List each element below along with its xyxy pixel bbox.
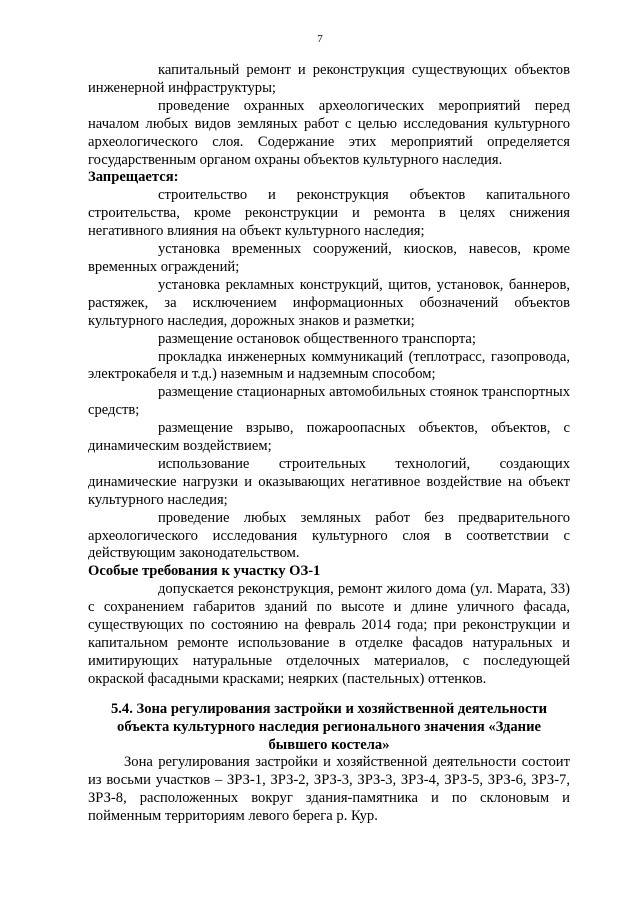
heading-prohibited: Запрещается: bbox=[88, 169, 179, 186]
paragraph-prohibited-temporary-structures: установка временных сооружений, киосков, навесов, кроме временных ограждений; bbox=[88, 241, 570, 275]
paragraph-reconstruction-allowed: допускается реконструкция, ремонт жилого дома (ул. Марата, 33) с сохранением габаритов зданий по высоте и длине уличного фасада, существующих по состоянию на февраль 2014 года; при реконструкции и капитальном ремонте использование в отделке фасадов натуральных и имитирующих натуральные отделочных материалов, с последующей окраской фасадными красками; неярких (пастельных) оттенков. bbox=[88, 581, 570, 687]
paragraph-capital-repair: капитальный ремонт и реконструкция существующих объектов инженерной инфраструктуры; bbox=[88, 62, 570, 96]
paragraph-prohibited-earthworks: проведение любых земляных работ без предварительного археологического исследования культурного слоя в соответствии с действующим законодательством. bbox=[88, 509, 570, 562]
paragraph-prohibited-technologies: использование строительных технологий, создающих динамические нагрузки и оказывающих негативное воздействие на объект культурного наследия; bbox=[88, 455, 570, 508]
paragraph-zone-description: Зона регулирования застройки и хозяйственной деятельности состоит из восьми участков – ЗРЗ-1, ЗРЗ-2, ЗРЗ-3, ЗРЗ-3, ЗРЗ-4, ЗРЗ-5, ЗРЗ-6, ЗРЗ-7, ЗРЗ-8, расположенных вокруг здания-памятника и по склоновым и пойменным территориям левого берега р. Кур. bbox=[88, 754, 570, 825]
heading-special-requirements: Особые требования к участку ОЗ-1 bbox=[88, 563, 321, 580]
paragraph-archaeological-measures: проведение охранных археологических мероприятий перед началом любых видов земляных работ с целью исследования культурного археологического слоя. Содержание этих мероприятий определяется государственным органом охраны объектов культурного наследия. bbox=[88, 97, 570, 168]
paragraph-prohibited-construction: строительство и реконструкция объектов капитального строительства, кроме реконструкции и ремонта в целях снижения негативного влияния на объект культурного наследия; bbox=[88, 187, 570, 240]
paragraph-prohibited-parking: размещение стационарных автомобильных стоянок транспортных средств; bbox=[88, 384, 570, 419]
document-body bbox=[88, 62, 570, 826]
paragraph-prohibited-hazardous: размещение взрыво, пожароопасных объектов, объектов, с динамическим воздействием; bbox=[88, 420, 570, 455]
paragraph-prohibited-utilities: прокладка инженерных коммуникаций (теплотрасс, газопровода, электрокабеля и т.д.) наземным и надземным способом; bbox=[88, 348, 570, 383]
section-heading-5-4: 5.4. Зона регулирования застройки и хозяйственной деятельности объекта культурного наследия регионального значения «Здание бывшего костела» bbox=[110, 700, 547, 753]
paragraph-prohibited-advertising: установка рекламных конструкций, щитов, установок, баннеров, растяжек, за исключением информационных обозначений объектов культурного наследия, дорожных знаков и разметки; bbox=[88, 276, 570, 329]
paragraph-prohibited-transport-stops: размещение остановок общественного транспорта; bbox=[158, 330, 476, 347]
page-number: 7 bbox=[317, 33, 323, 45]
